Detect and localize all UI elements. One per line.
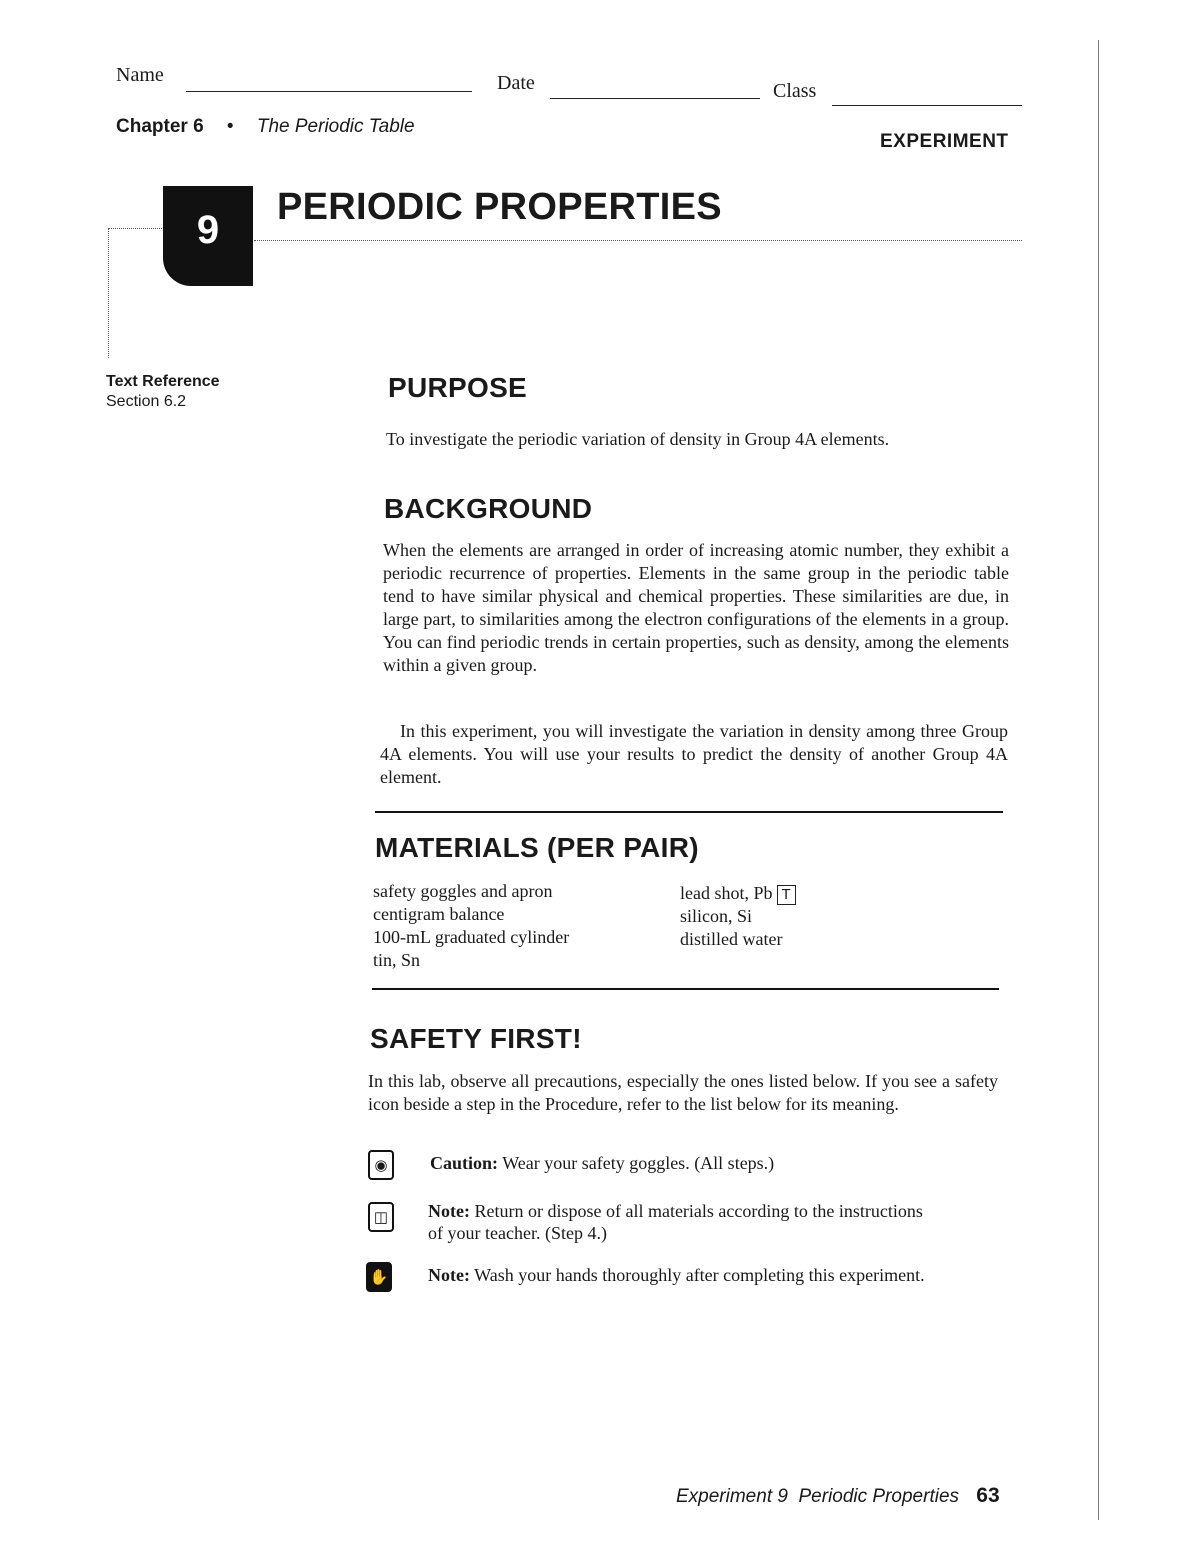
chapter-line: [116, 116, 415, 138]
date-blank[interactable]: [550, 98, 760, 99]
title-rule-right: [254, 240, 1022, 241]
safety-item-label: Note:: [428, 1201, 470, 1221]
text-reference-section: Section 6.2: [106, 393, 187, 410]
footer-text: Experiment 9 Periodic Properties: [676, 1486, 960, 1507]
list-item: tin, Sn: [373, 950, 421, 970]
safety-item-text: [428, 1200, 928, 1244]
page-edge-line: [1098, 40, 1099, 1520]
class-label: Class: [773, 80, 817, 102]
materials-top-rule: [375, 811, 1003, 813]
safety-item-text: [428, 1264, 928, 1286]
hand-wash-icon: ✋: [366, 1262, 392, 1292]
chapter-bullet: •: [226, 116, 234, 137]
class-blank[interactable]: [832, 105, 1022, 106]
toxic-marker: T: [777, 885, 796, 905]
list-item: distilled water: [680, 929, 783, 949]
background-paragraph-1: When the elements are arranged in order of increasing atomic number, they exhibit a periodic recurrence of properties. Elements in the same group in the periodic table tend to have similar physical and chemical properties. These similarities are due, in large part, to similarities among the electron configurations of the elements in a group. You can find periodic trends in certain properties, such as density, among the elements within a given group.: [383, 540, 1009, 675]
safety-item-text: [430, 1152, 990, 1174]
safety-intro: In this lab, observe all precautions, especially the ones listed below. If you see a safety icon beside a step in the Procedure, refer to the list below for its meaning.: [368, 1071, 998, 1114]
page-footer: [676, 1484, 1000, 1508]
page-number: 63: [976, 1484, 1000, 1507]
title-rule-vertical: [108, 228, 109, 358]
list-item: 100-mL graduated cylinder: [373, 927, 570, 947]
disposal-icon: ◫: [368, 1202, 394, 1232]
list-item: [680, 882, 980, 905]
text-reference-label: Text Reference: [106, 373, 220, 390]
background-heading: BACKGROUND: [384, 493, 593, 524]
safety-item-body: Return or dispose of all materials according to the instructions of your teacher. (Step 4.): [428, 1201, 923, 1243]
list-item: centigram balance: [373, 904, 505, 924]
safety-item-label: Caution:: [430, 1153, 499, 1173]
chapter-number: Chapter 6: [116, 116, 204, 137]
purpose-text: To investigate the periodic variation of density in Group 4A elements.: [386, 429, 890, 449]
safety-item-body: Wash your hands thoroughly after completing this experiment.: [474, 1265, 925, 1285]
materials-right-list: [680, 882, 980, 951]
materials-bottom-rule: [372, 988, 999, 990]
list-item: silicon, Si: [680, 906, 753, 926]
date-label: Date: [497, 72, 535, 94]
list-item: safety goggles and apron: [373, 881, 553, 901]
purpose-heading: PURPOSE: [388, 372, 528, 403]
title-rule-left: [108, 228, 164, 229]
name-blank[interactable]: [186, 91, 472, 92]
materials-left-list: [373, 880, 663, 972]
list-item-text: lead shot, Pb: [680, 883, 773, 903]
safety-item-label: Note:: [428, 1265, 470, 1285]
safety-item-body: Wear your safety goggles. (All steps.): [502, 1153, 775, 1173]
name-label: Name: [116, 64, 164, 86]
experiment-number-tab: 9: [163, 186, 253, 286]
chapter-title: The Periodic Table: [256, 116, 415, 137]
goggles-icon: ◉: [368, 1150, 394, 1180]
background-paragraph-2: In this experiment, you will investigate the variation in density among three Group 4A elements. You will use your results to predict the density of another Group 4A element.: [380, 721, 1008, 787]
experiment-label: EXPERIMENT: [880, 131, 1009, 152]
materials-heading: MATERIALS (PER PAIR): [375, 832, 699, 863]
safety-heading: SAFETY FIRST!: [370, 1023, 582, 1054]
page-title: PERIODIC PROPERTIES: [277, 186, 722, 228]
text-reference: [106, 372, 220, 412]
